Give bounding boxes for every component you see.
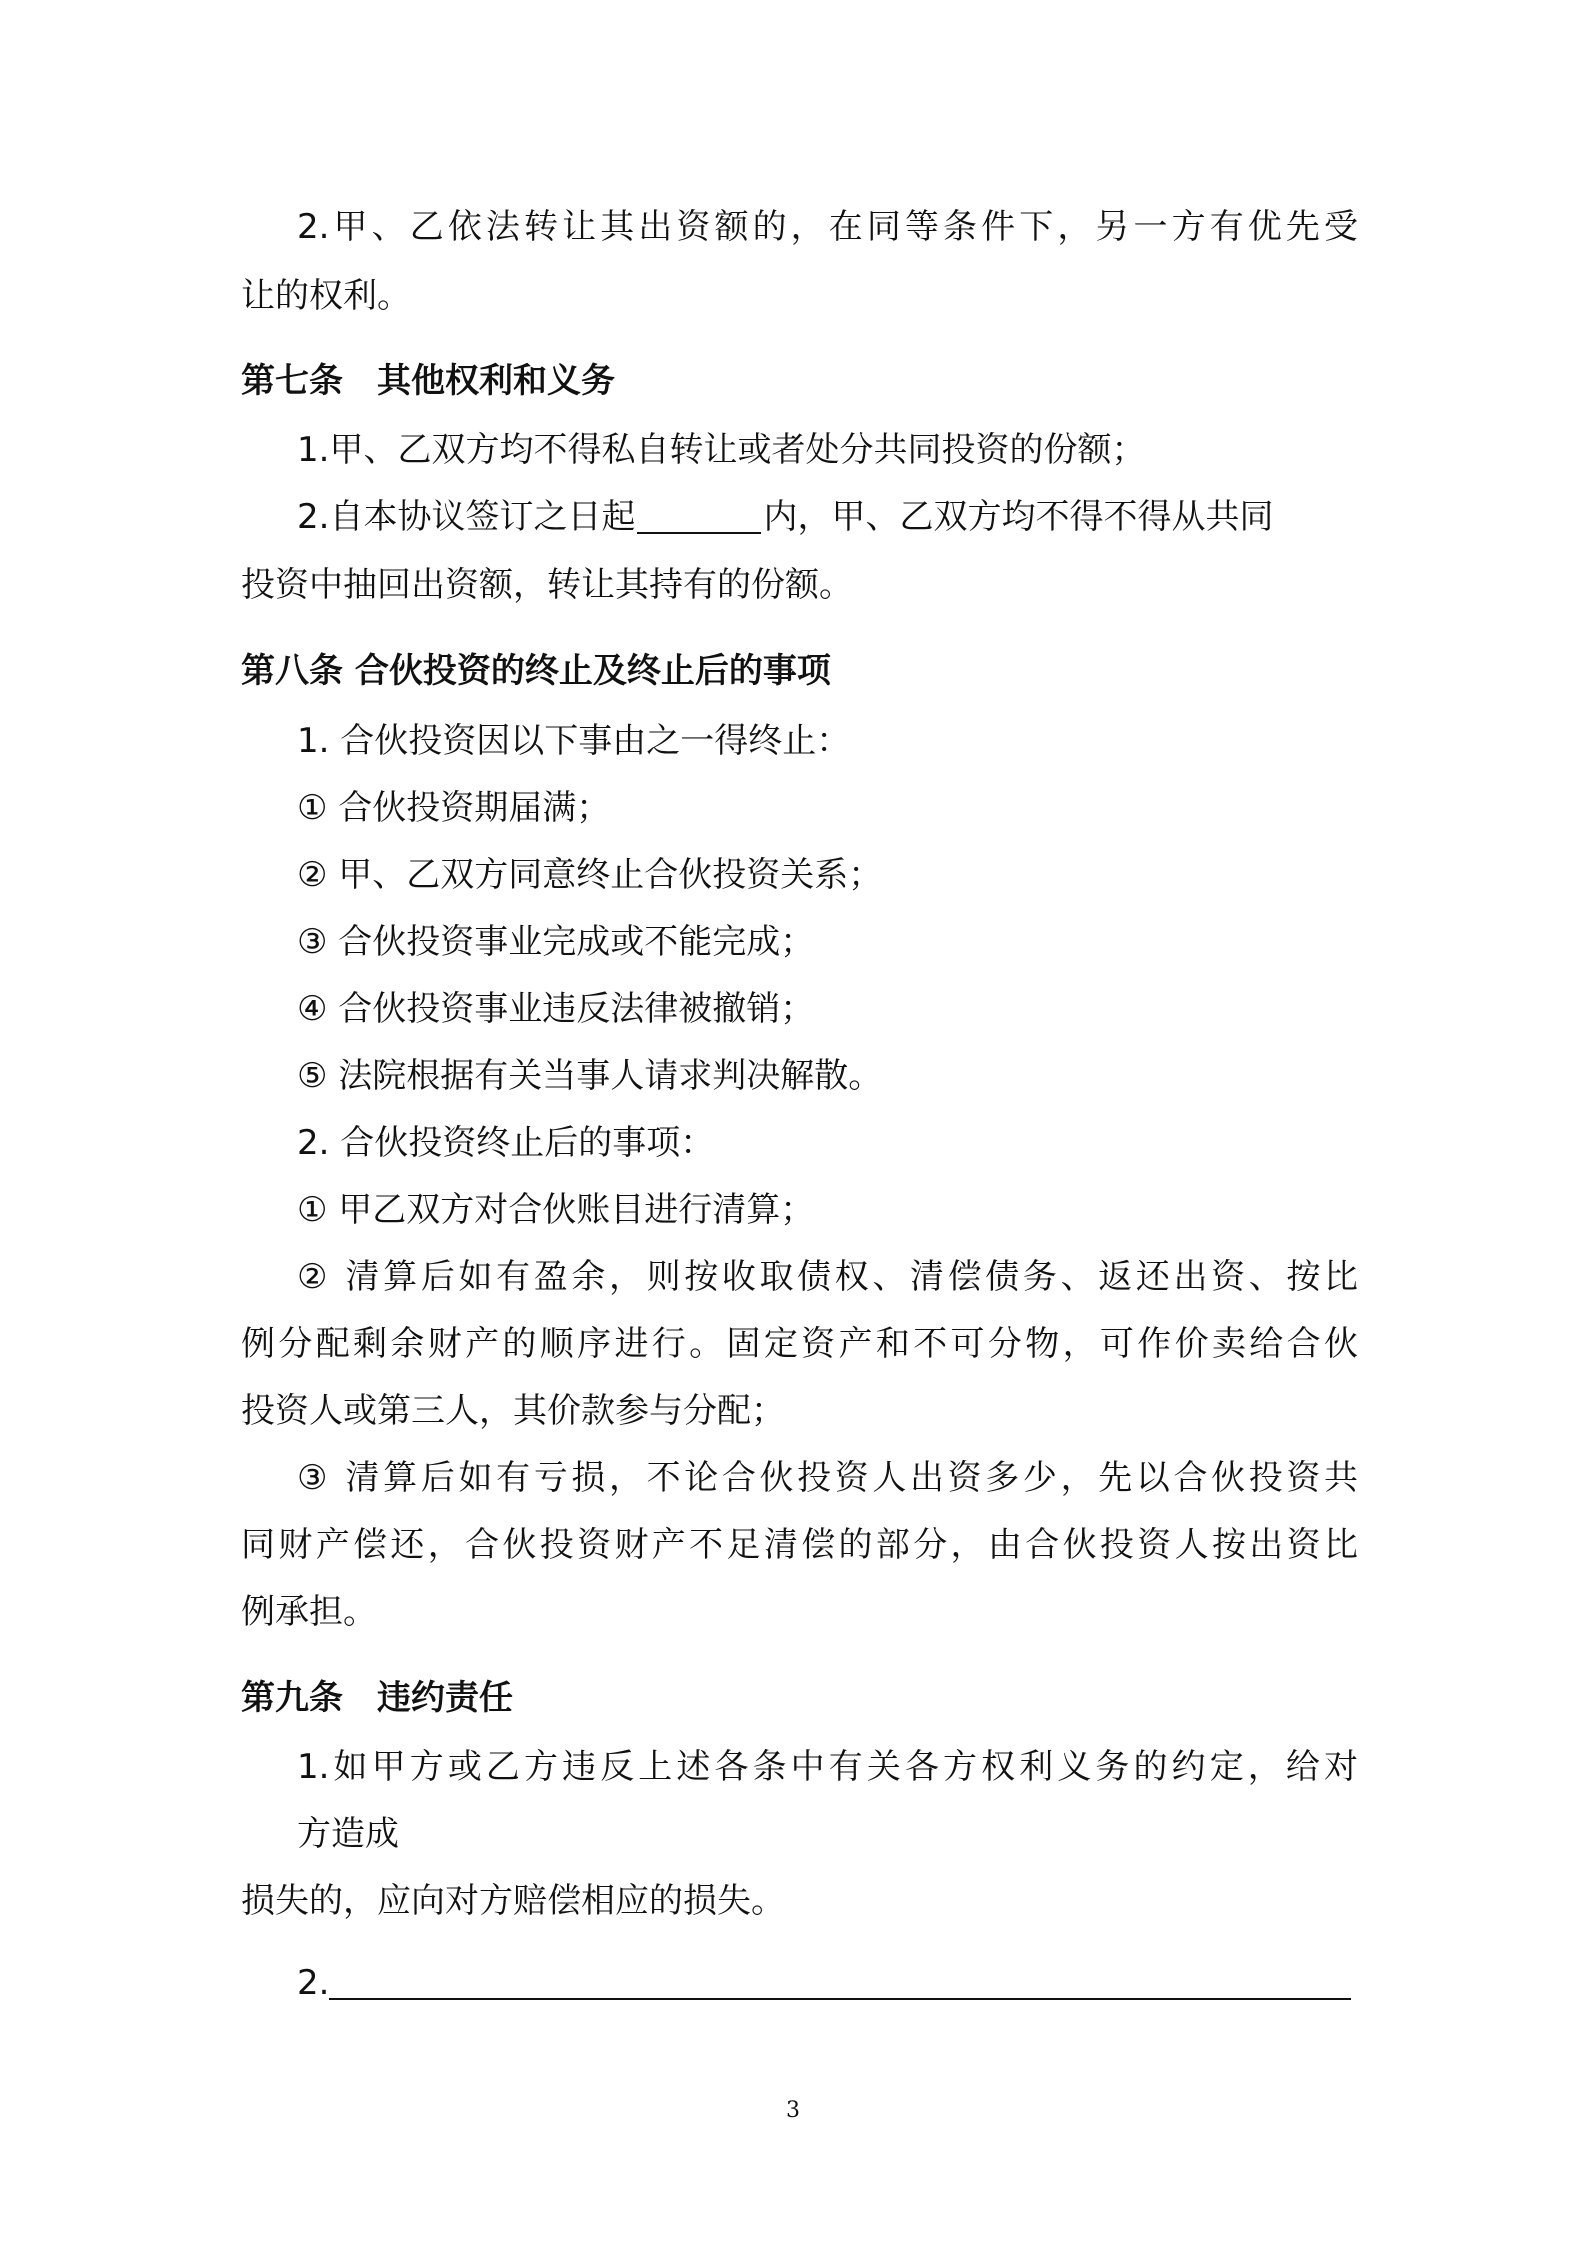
article9-title: 违约责任 xyxy=(377,1678,513,1718)
a9-item2-prefix: 2. xyxy=(297,1963,330,2003)
a8-p2-item-3-line3: 例承担。 xyxy=(241,1592,377,1632)
period-blank xyxy=(637,498,761,534)
a7-item2-prefix: 2.自本协议签订之日起 xyxy=(297,497,636,537)
a8-p2-head: 2. 合伙投资终止后的事项： xyxy=(297,1123,715,1163)
a8-p2-item-3-line2: 同财产偿还，合伙投资财产不足清偿的部分，由合伙投资人按出资比 xyxy=(241,1525,1358,1565)
article7-title: 其他权利和义务 xyxy=(377,361,615,401)
a8-p1-head: 1. 合伙投资因以下事由之一得终止： xyxy=(297,721,851,761)
a7-item1: 1.甲、乙双方均不得私自转让或者处分共同投资的份额； xyxy=(297,430,1146,470)
a8-p2-item-3-line1: ③ 清算后如有亏损，不论合伙投资人出资多少，先以合伙投资共 xyxy=(297,1458,1358,1498)
a9-item2-line xyxy=(297,1960,1358,2006)
a8-p1-item-1: ① 合伙投资期届满； xyxy=(297,788,611,828)
article9-heading xyxy=(241,1675,1358,1721)
a6-item2-line1: 2.甲、乙依法转让其出资额的，在同等条件下，另一方有优先受 xyxy=(297,207,1358,247)
a7-item2-line2: 投资中抽回出资额，转让其持有的份额。 xyxy=(241,565,853,605)
a8-p1-item-3: ③ 合伙投资事业完成或不能完成； xyxy=(297,922,815,962)
a8-p1-item-2: ② 甲、乙双方同意终止合伙投资关系； xyxy=(297,855,883,895)
a9-item1-line2: 方造成 xyxy=(297,1814,399,1854)
article7-number: 第七条 xyxy=(241,361,343,401)
a9-item1-line3: 损失的，应向对方赔偿相应的损失。 xyxy=(241,1881,785,1921)
article9-number: 第九条 xyxy=(241,1678,343,1718)
a8-p2-item-1: ① 甲乙双方对合伙账目进行清算； xyxy=(297,1190,815,1230)
a8-p2-item-2-line2: 例分配剩余财产的顺序进行。固定资产和不可分物，可作价卖给合伙 xyxy=(241,1324,1358,1364)
a6-item2-line2: 让的权利。 xyxy=(241,276,411,316)
a8-p2-item-2-line3: 投资人或第三人，其价款参与分配； xyxy=(241,1391,785,1431)
a8-p1-item-4: ④ 合伙投资事业违反法律被撤销； xyxy=(297,989,815,1029)
article8-heading: 第八条 合伙投资的终止及终止后的事项 xyxy=(241,651,831,691)
a8-p1-item-5: ⑤ 法院根据有关当事人请求判决解散。 xyxy=(297,1056,883,1096)
clause-blank xyxy=(329,1960,1351,2000)
a7-item2-suffix: 内，甲、乙双方均不得不得从共同 xyxy=(763,497,1274,537)
page-number: 3 xyxy=(786,2098,800,2123)
a7-item2-line1 xyxy=(297,494,1358,540)
a9-item1-line1: 1.如甲方或乙方违反上述各条中有关各方权利义务的约定，给对 xyxy=(297,1747,1358,1787)
a8-p2-item-2-line1: ② 清算后如有盈余，则按收取债权、清偿债务、返还出资、按比 xyxy=(297,1257,1358,1297)
article7-heading xyxy=(241,358,1358,404)
